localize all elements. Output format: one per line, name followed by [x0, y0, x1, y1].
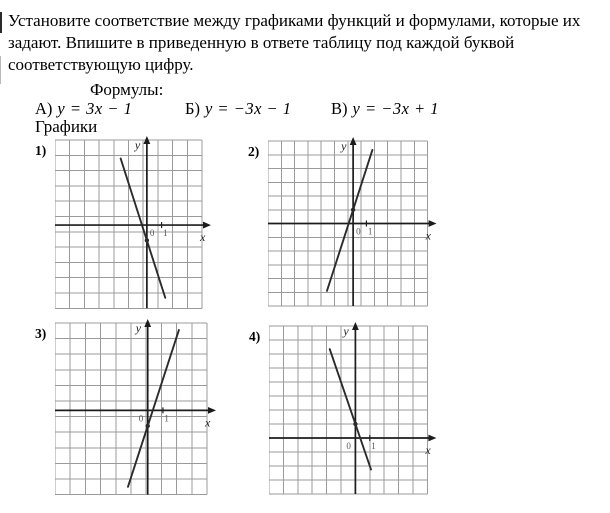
graphs-heading: Графики [35, 117, 98, 136]
intercept-dot [145, 238, 149, 242]
y-axis-label: y [341, 139, 347, 153]
formula-letter-b: Б) [185, 99, 200, 118]
intercept-dot [351, 208, 355, 212]
problem-line-2: задают. Впишите в приведенную в ответе таблицу под каждой буквой [8, 33, 515, 52]
x-axis-label: x [425, 228, 431, 243]
graph-4-block [249, 322, 437, 501]
formulas-heading: Формулы: [90, 80, 164, 99]
x-axis-arrow-icon [429, 220, 437, 227]
unit-label: 1 [367, 226, 373, 237]
grid-lines [269, 326, 427, 494]
intercept-dot [353, 422, 357, 426]
y-axis-label: y [134, 138, 141, 152]
origin-label: 0 [346, 441, 351, 451]
graph-canvas [55, 136, 212, 310]
problem-line-3: соответствующую цифру. [8, 55, 194, 74]
formula-item-b [185, 99, 292, 119]
y-axis-label: y [135, 321, 142, 335]
graph-3-number: 3) [35, 326, 47, 341]
formula-expression-b: y = −3x − 1 [204, 99, 292, 118]
formula-expression-a: y = 3x − 1 [57, 99, 133, 118]
page-edge-mark-faint [0, 56, 1, 84]
graph-2-number: 2) [248, 144, 260, 159]
x-axis-arrow-icon [208, 407, 216, 414]
x-axis-label: x [205, 415, 211, 430]
graph-4-plot [269, 322, 437, 501]
graph-1-block [35, 136, 212, 315]
origin-label: 0 [149, 228, 155, 239]
problem-line-1: Установите соответствие между графиками функций и формулами, которые их [8, 11, 581, 30]
grid-lines [55, 323, 207, 495]
unit-label: 1 [164, 413, 169, 424]
graph-3-block [35, 319, 217, 502]
x-axis-arrow-icon [203, 222, 211, 229]
page-edge-mark [0, 12, 2, 33]
unit-label: 1 [371, 441, 376, 451]
unit-label: 1 [163, 228, 168, 239]
grid-lines [55, 140, 202, 308]
x-axis-label: x [425, 443, 431, 457]
x-axis-label: x [200, 230, 206, 245]
graph-canvas [55, 319, 217, 497]
formula-letter-v: В) [331, 99, 348, 118]
graph-canvas [268, 137, 438, 308]
graph-3-plot [55, 319, 217, 502]
graph-canvas [269, 322, 437, 496]
formula-item-a [35, 99, 132, 119]
intercept-dot [146, 424, 150, 428]
problem-statement [8, 10, 580, 76]
graph-2-plot [268, 137, 438, 313]
x-axis-arrow-icon [428, 435, 436, 442]
formula-letter-a: А) [35, 99, 53, 118]
formula-expression-v: y = −3x + 1 [352, 99, 440, 118]
graph-1-plot [55, 136, 212, 315]
graph-1-number: 1) [35, 143, 47, 158]
graph-4-number: 4) [249, 329, 261, 344]
function-line [330, 349, 371, 469]
function-line [327, 150, 372, 291]
formula-item-v [331, 99, 439, 119]
graph-2-block [248, 137, 438, 313]
y-axis-label: y [343, 324, 349, 338]
origin-label: 0 [138, 413, 144, 424]
origin-label: 0 [356, 226, 361, 237]
